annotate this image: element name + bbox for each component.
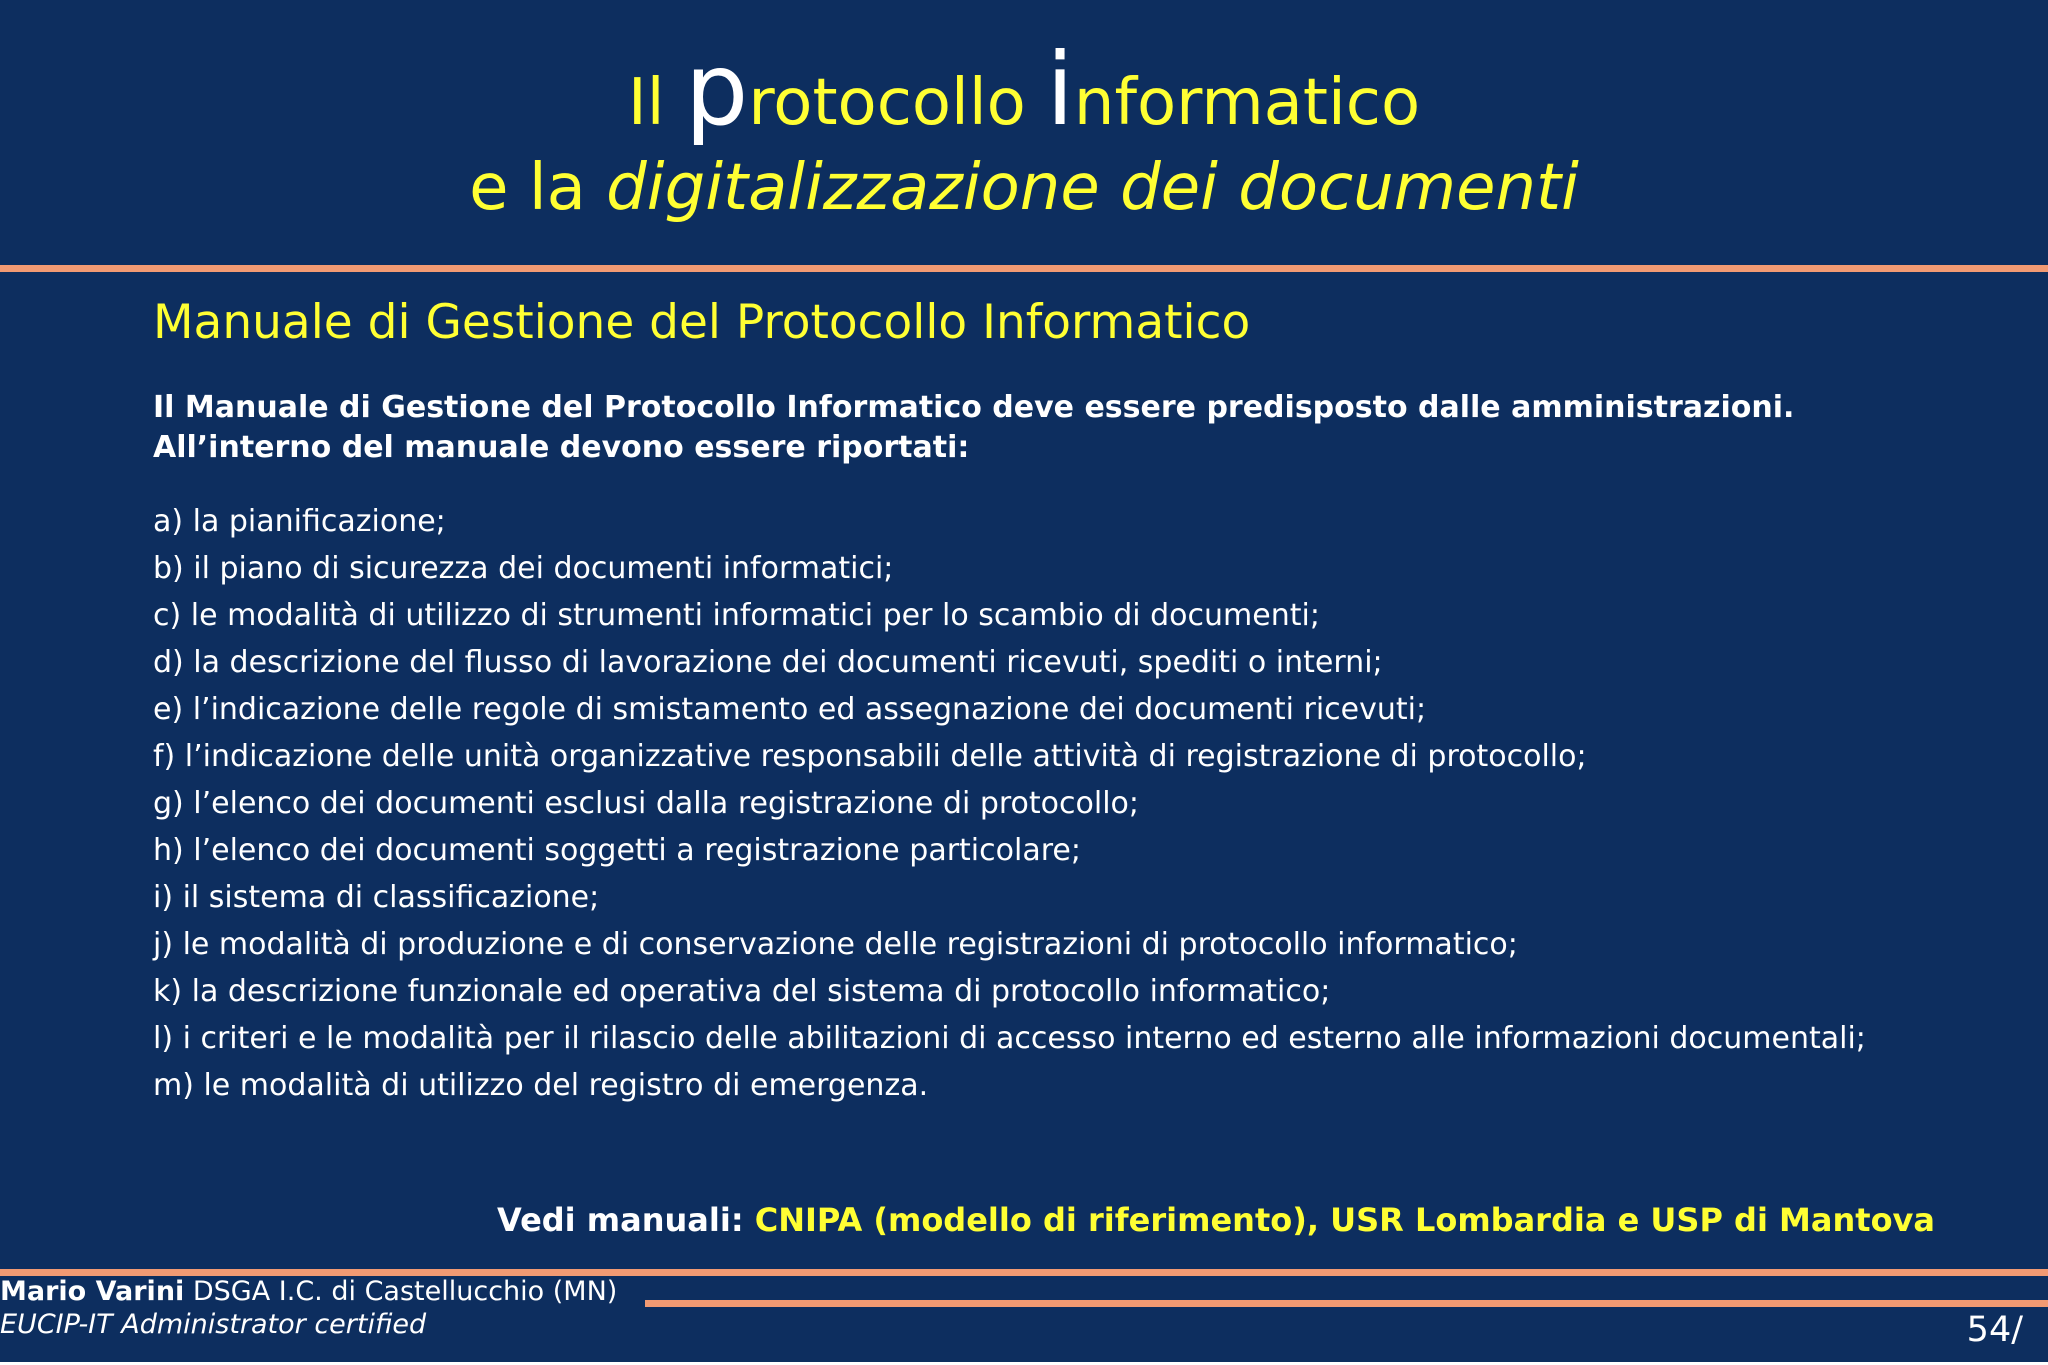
list-item: i) il sistema di classificazione; — [153, 880, 600, 915]
footer-author — [0, 1275, 617, 1341]
title-divider — [0, 265, 2048, 272]
title-big-letter-p: p — [684, 31, 749, 148]
list-item: e) l’indicazione delle regole di smistamento ed assegnazione dei documenti ricevuti; — [153, 692, 1427, 727]
intro-paragraph — [153, 388, 1993, 468]
list-item: g) l’elenco dei documenti esclusi dalla registrazione di protocollo; — [153, 786, 1140, 821]
title-line-2-plain: e la — [469, 151, 607, 225]
author-role: DSGA I.C. di Castellucchio (MN) — [184, 1276, 618, 1307]
title-big-letter-i: i — [1046, 31, 1074, 148]
reference-label: Vedi manuali: — [497, 1201, 755, 1239]
list-item: l) i criteri e le modalità per il rilascio delle abilitazioni di accesso interno ed esterno alle informazioni documentali; — [153, 1021, 1866, 1056]
page-number: 54/ — [1966, 1310, 2023, 1350]
footer-divider-bottom — [645, 1300, 2048, 1307]
section-heading: Manuale di Gestione del Protocollo Informatico — [153, 295, 1251, 350]
title-text-3: nformatico — [1073, 66, 1421, 140]
list-item: d) la descrizione del flusso di lavorazione dei documenti ricevuti, spediti o interni; — [153, 645, 1383, 680]
list-item: j) le modalità di produzione e di conservazione delle registrazioni di protocollo informatico; — [153, 927, 1518, 962]
list-item: m) le modalità di utilizzo del registro di emergenza. — [153, 1068, 929, 1103]
intro-line-1: Il Manuale di Gestione del Protocollo Informatico deve essere predisposto dalle amministrazioni. — [153, 390, 1795, 425]
title-text-2: rotocollo — [748, 66, 1047, 140]
title-line-2 — [0, 144, 2048, 232]
title-line-1 — [0, 30, 2048, 150]
slide-title — [0, 30, 2048, 232]
list-item: a) la pianificazione; — [153, 504, 446, 539]
list-item: f) l’indicazione delle unità organizzative responsabili delle attività di registrazione di protocollo; — [153, 739, 1587, 774]
list-item: h) l’elenco dei documenti soggetti a registrazione particolare; — [153, 833, 1081, 868]
author-certification: EUCIP-IT Administrator certified — [0, 1309, 427, 1340]
reference-value: CNIPA (modello di riferimento), USR Lombardia e USP di Mantova — [754, 1201, 1935, 1239]
title-line-2-italic: digitalizzazione dei documenti — [606, 151, 1579, 225]
requirements-list — [153, 503, 1933, 1114]
list-item: c) le modalità di utilizzo di strumenti informatici per lo scambio di documenti; — [153, 598, 1320, 633]
author-line — [0, 1275, 617, 1308]
list-item: k) la descrizione funzionale ed operativa del sistema di protocollo informatico; — [153, 974, 1331, 1009]
list-item: b) il piano di sicurezza dei documenti informatici; — [153, 551, 894, 586]
intro-line-2: All’interno del manuale devono essere riportati: — [153, 430, 970, 465]
reference-note — [497, 1198, 1935, 1242]
title-text-1: Il — [627, 66, 685, 140]
author-name: Mario Varini — [0, 1276, 185, 1307]
